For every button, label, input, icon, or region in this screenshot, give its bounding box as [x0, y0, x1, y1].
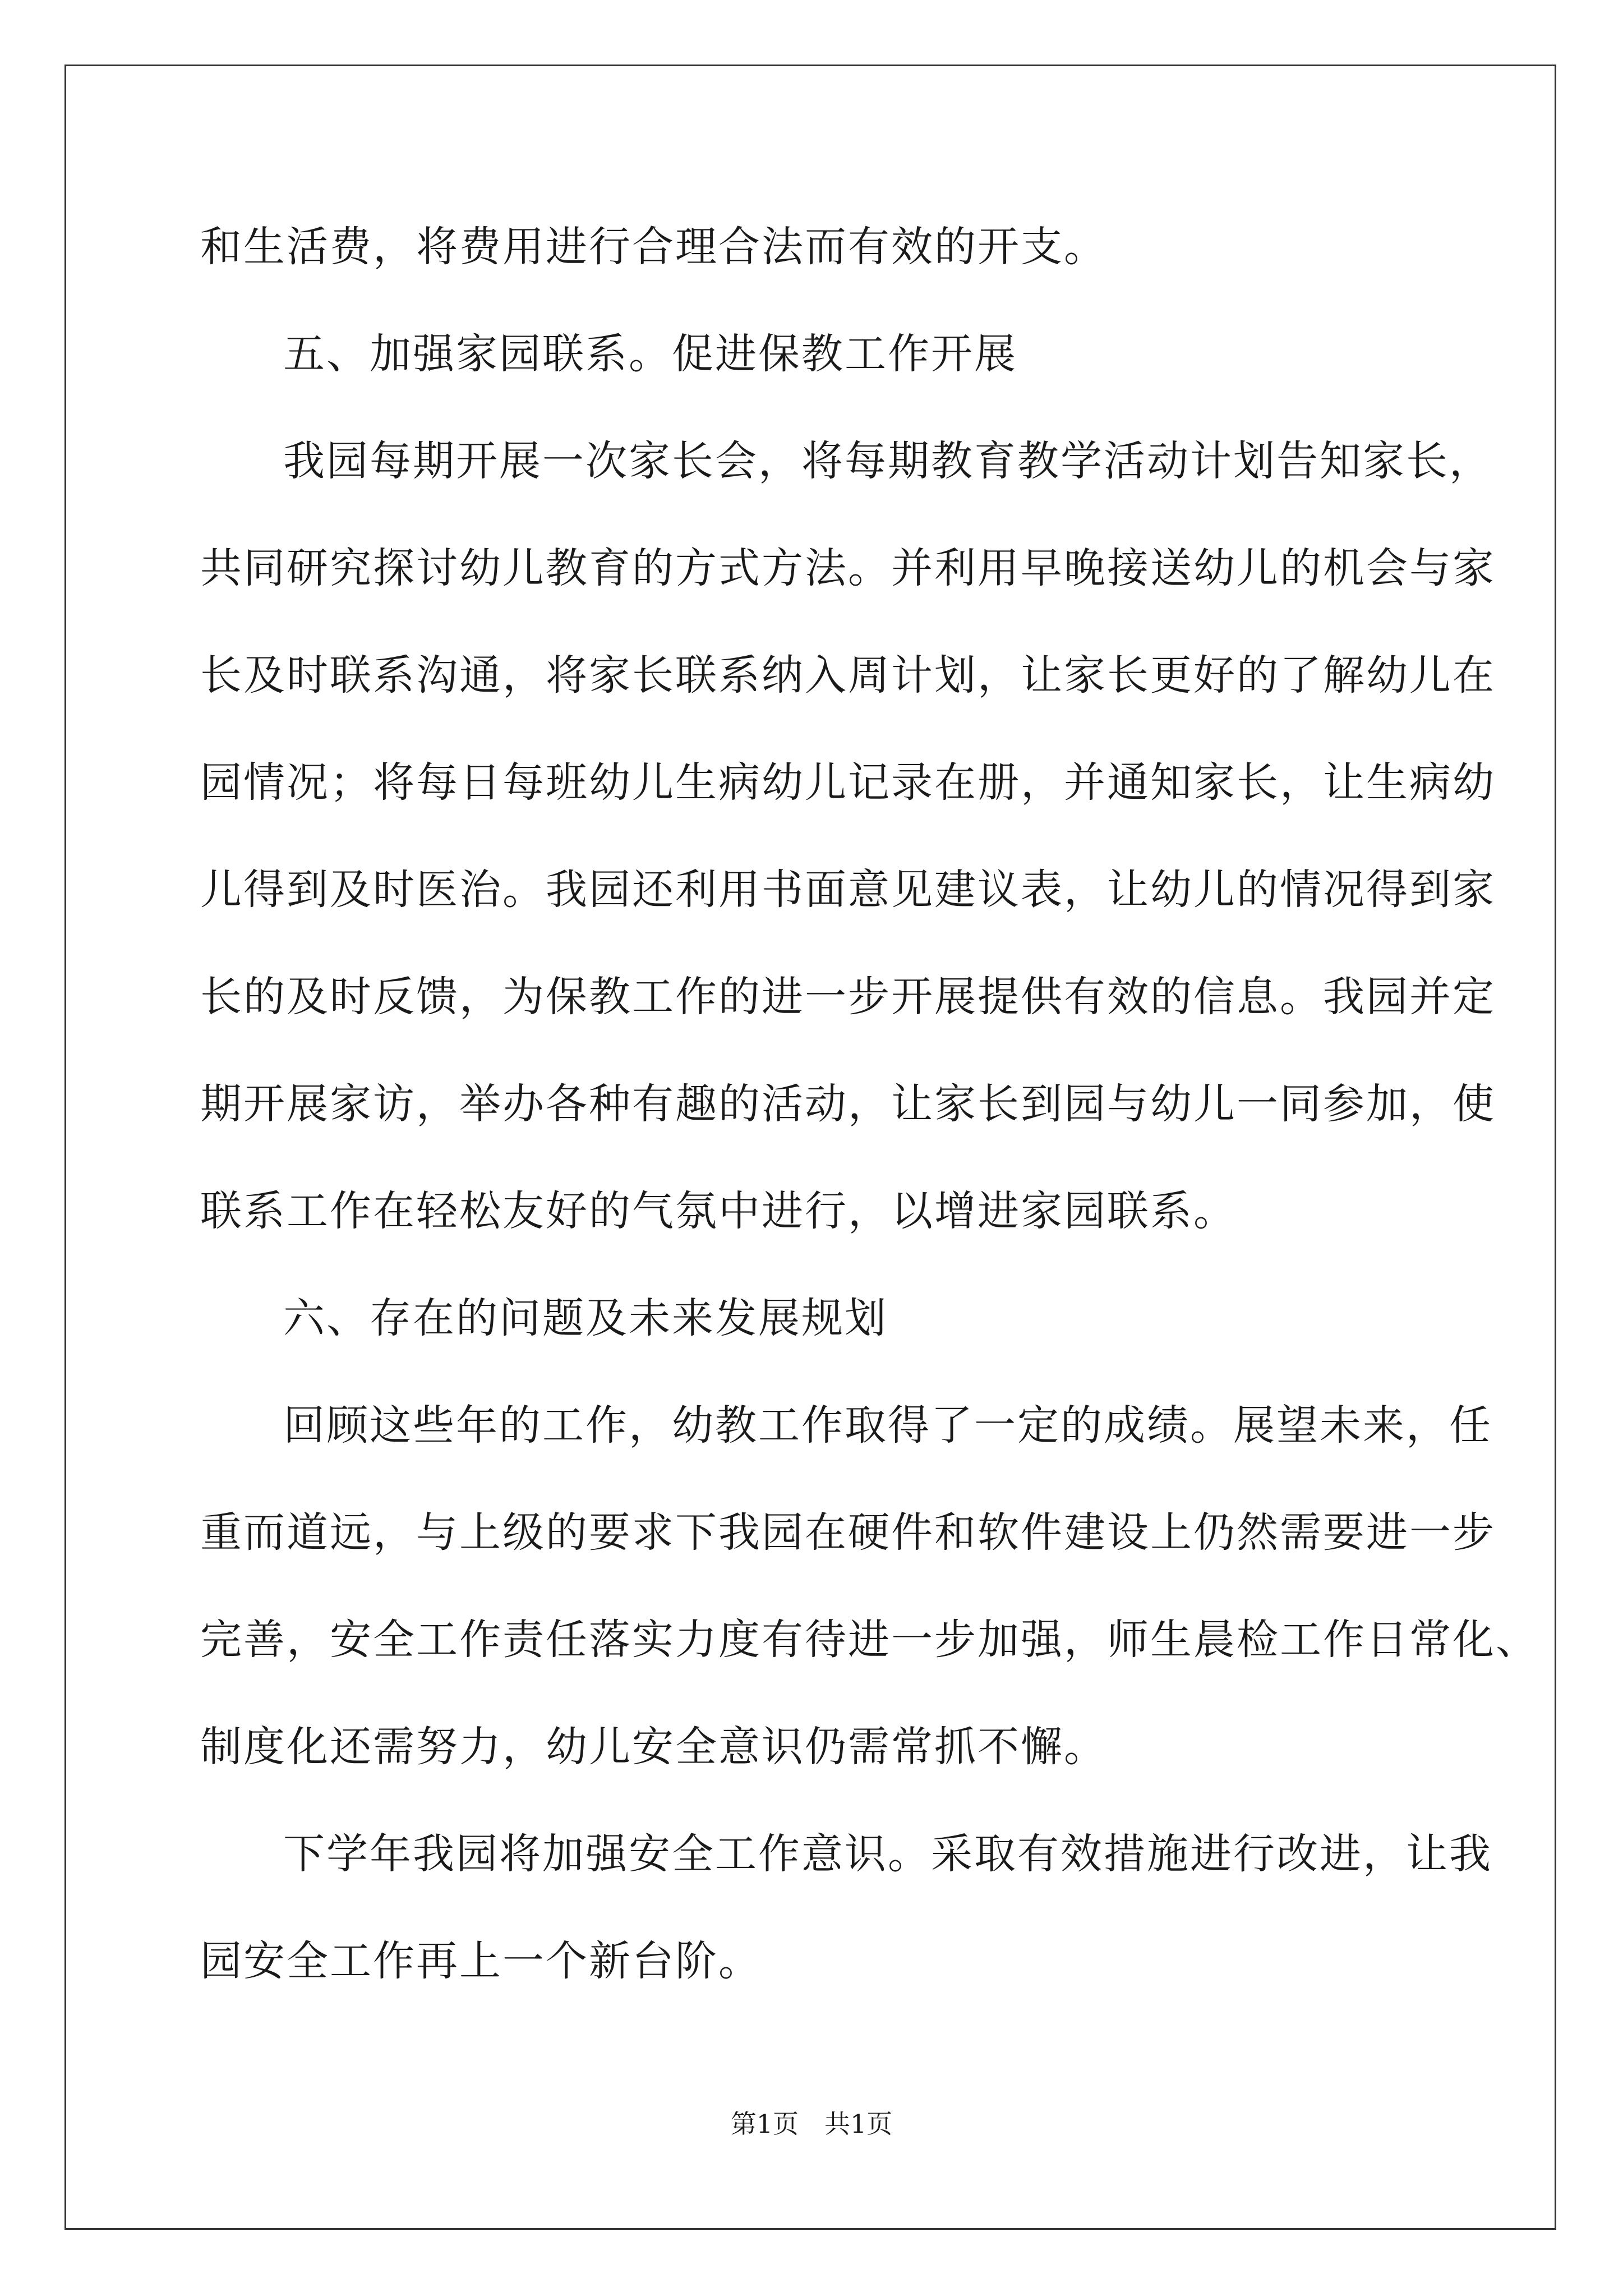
section-heading: 五、加强家园联系。促进保教工作开展 [283, 330, 1017, 378]
text-line: 联系工作在轻松友好的气氛中进行，以增进家园联系。 [200, 1187, 1237, 1235]
text-line: 园安全工作再上一个新台阶。 [200, 1937, 762, 1985]
text-line: 下学年我园将加强安全工作意识。采取有效措施进行改进，让我 [283, 1830, 1492, 1878]
text-line: 重而道远，与上级的要求下我园在硬件和软件建设上仍然需要进一步 [200, 1508, 1496, 1557]
text-line: 和生活费，将费用进行合理合法而有效的开支。 [200, 223, 1107, 271]
text-line: 制度化还需努力，幼儿安全意识仍需常抓不懈。 [200, 1723, 1107, 1771]
text-line: 长及时联系沟通，将家长联系纳入周计划，让家长更好的了解幼儿在 [200, 651, 1496, 700]
text-line: 儿得到及时医治。我园还利用书面意见建议表，让幼儿的情况得到家 [200, 866, 1496, 914]
text-line: 共同研究探讨幼儿教育的方式方法。并利用早晚接送幼儿的机会与家 [200, 544, 1496, 592]
text-line: 完善，安全工作责任落实力度有待进一步加强，师生晨检工作日常化、 [200, 1616, 1539, 1664]
text-line: 回顾这些年的工作，幼教工作取得了一定的成绩。展望未来，任 [283, 1401, 1492, 1450]
page-number-footer: 第1页 共1页 [730, 2109, 893, 2139]
document-body [200, 213, 1539, 2035]
section-heading: 六、存在的问题及未来发展规划 [283, 1294, 888, 1342]
text-line: 长的及时反馈，为保教工作的进一步开展提供有效的信息。我园并定 [200, 973, 1496, 1021]
text-line: 园情况；将每日每班幼儿生病幼儿记录在册，并通知家长，让生病幼 [200, 758, 1496, 807]
text-line: 期开展家访，举办各种有趣的活动，让家长到园与幼儿一同参加，使 [200, 1080, 1496, 1128]
text-line: 我园每期开展一次家长会，将每期教育教学活动计划告知家长， [283, 437, 1492, 485]
